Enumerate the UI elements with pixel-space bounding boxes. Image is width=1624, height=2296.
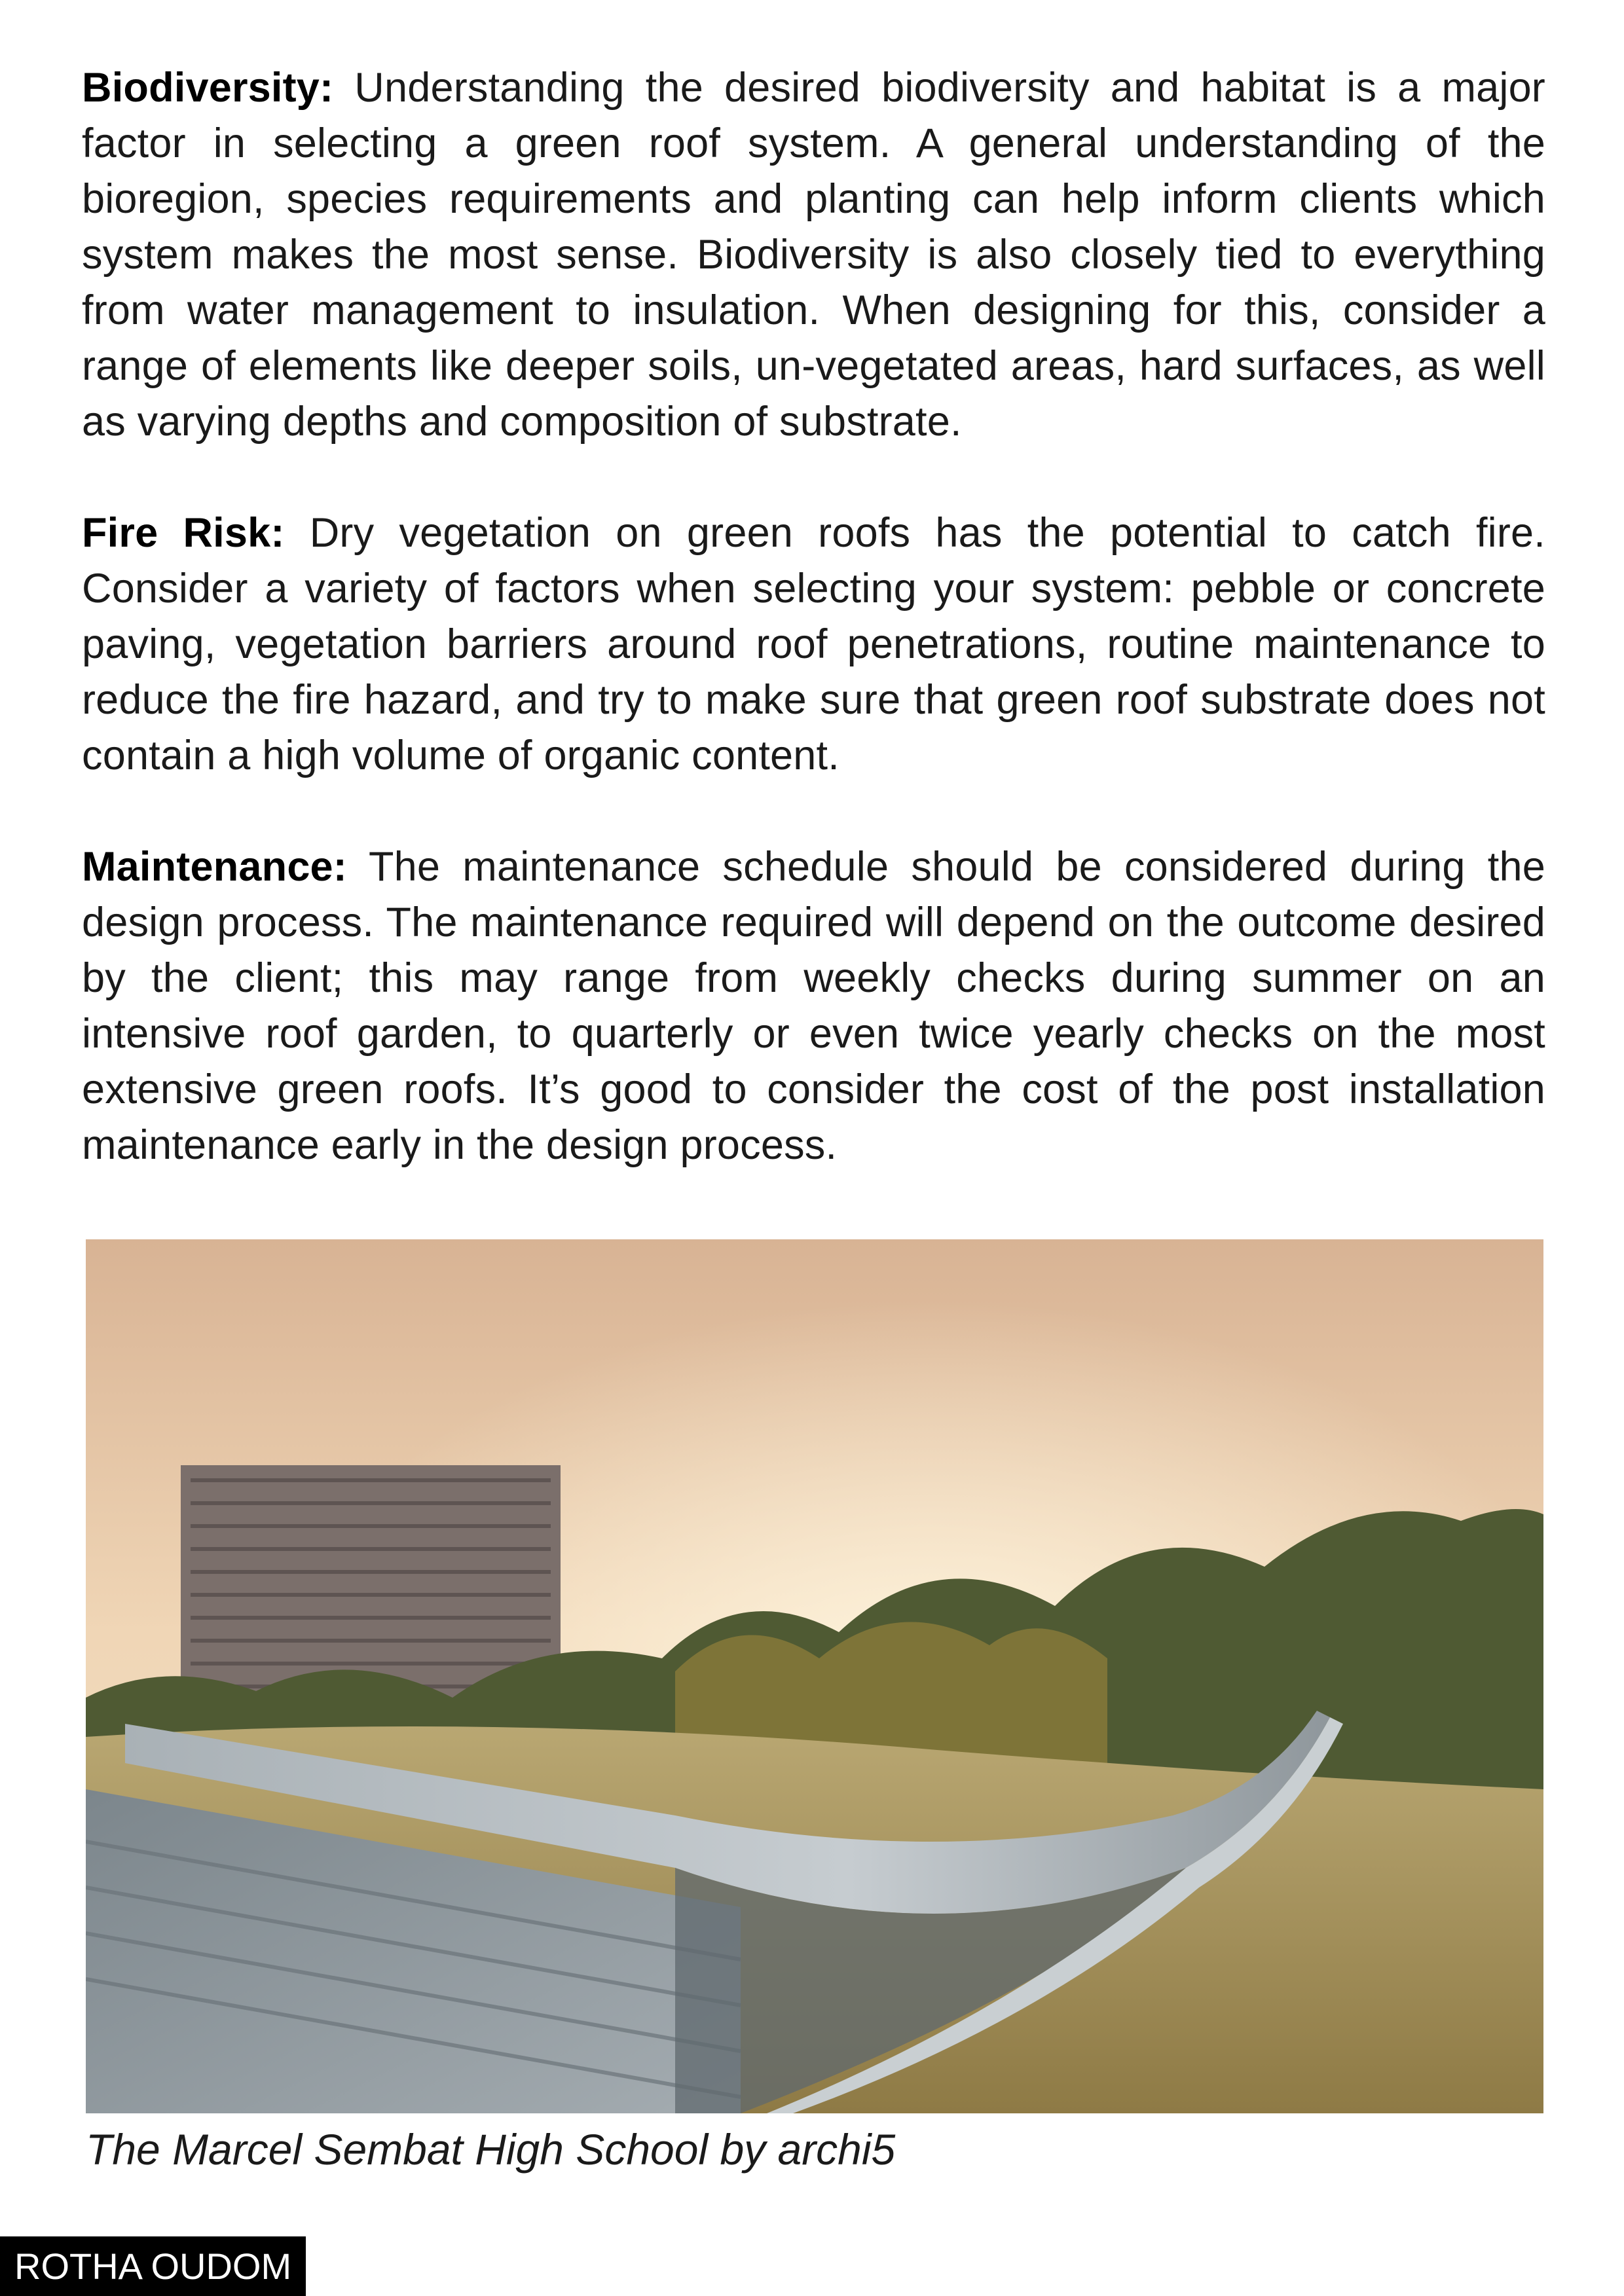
section-text: Understanding the desired biodiversity and habitat is a major factor in selecting a green roof system. A general understanding of the bioregion, species requirements and planting can help inform clients which system makes the most sense. Biodiversity is also closely tied to everything from water management to insulation. When designing for this, consider a range of elements like deeper soils, un-vegetated areas, hard surfaces, as well as varying depths and composition of substrate. [82, 65, 1545, 445]
section-maintenance [82, 839, 1545, 1173]
figure-caption: The Marcel Sembat High School by archi5 [86, 2125, 896, 2174]
section-biodiversity [82, 60, 1545, 450]
section-heading: Fire Risk: [82, 510, 285, 556]
section-fire-risk [82, 505, 1545, 784]
section-text: Dry vegetation on green roofs has the potential to catch fire. Consider a variety of factors when selecting your system: pebble or concrete paving, vegetation barriers around roof penetrations, routine maintenance to reduce the fire hazard, and try to make sure that green roof substrate does not contain a high volume of organic content. [82, 510, 1545, 778]
author-label: ROTHA OUDOM [0, 2236, 306, 2296]
section-heading: Biodiversity: [82, 65, 334, 111]
section-heading: Maintenance: [82, 844, 347, 890]
section-text: The maintenance schedule should be considered during the design process. The maintenance required will depend on the outcome desired by the client; this may range from weekly checks during summer on an intensive roof garden, to quarterly or even twice yearly checks on the most extensive green roofs. It’s good to consider the cost of the post installation maintenance early in the design process. [82, 844, 1545, 1168]
green-roof-photo [86, 1239, 1543, 2113]
article-body [82, 60, 1545, 1229]
